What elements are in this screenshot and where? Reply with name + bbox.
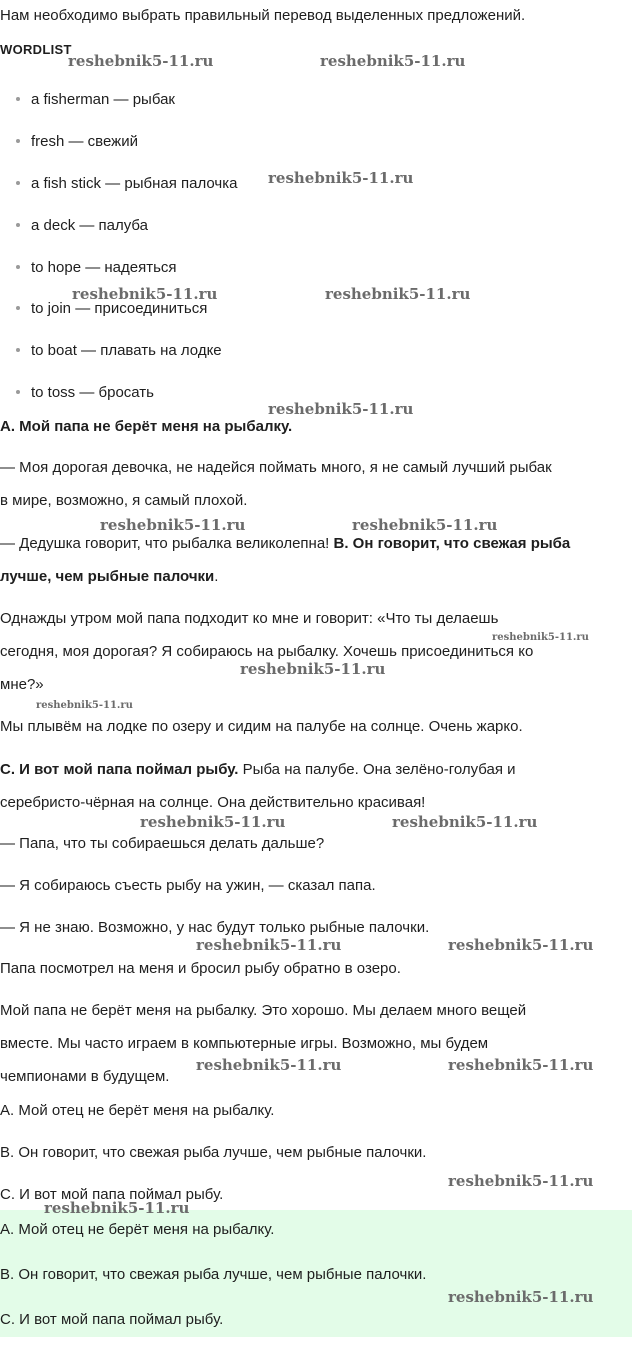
story-line: — Моя дорогая девочка, не надейся поймать много, я не самый лучший рыбак: [0, 459, 552, 476]
story-sentence-a: A. Мой папа не берёт меня на рыбалку.: [0, 418, 293, 435]
watermark: reshebnik5-11.ru: [448, 936, 594, 954]
answer-b: B. Он говорит, что свежая рыба лучше, чем рыбные палочки.: [0, 1266, 427, 1283]
story-line: Папа посмотрел на меня и бросил рыбу обратно в озеро.: [0, 960, 401, 977]
watermark: reshebnik5-11.ru: [240, 660, 386, 678]
wordlist-item: a fisherman — рыбак: [16, 90, 175, 110]
watermark: reshebnik5-11.ru: [196, 1056, 342, 1074]
story-line: мне?»: [0, 676, 44, 693]
bullet-icon: [16, 306, 20, 310]
watermark: reshebnik5-11.ru: [492, 632, 589, 643]
intro-text: Нам необходимо выбрать правильный перевод выделенных предложений.: [0, 7, 526, 24]
watermark: reshebnik5-11.ru: [36, 700, 133, 711]
watermark: reshebnik5-11.ru: [352, 516, 498, 534]
solution-a: A. Мой отец не берёт меня на рыбалку.: [0, 1102, 275, 1119]
bullet-icon: [16, 223, 20, 227]
story-line: лучше, чем рыбные палочки.: [0, 568, 219, 585]
watermark: reshebnik5-11.ru: [448, 1056, 594, 1074]
wordlist-heading: WORDLIST: [0, 42, 72, 57]
story-line: Мы плывём на лодке по озеру и сидим на палубе на солнце. Очень жарко.: [0, 718, 523, 735]
answer-a: A. Мой отец не берёт меня на рыбалку.: [0, 1221, 275, 1238]
solution-b: B. Он говорит, что свежая рыба лучше, чем рыбные палочки.: [0, 1144, 427, 1161]
story-sentence-b: B. Он говорит, что свежая рыба: [333, 535, 571, 552]
wordlist-item: a deck — палуба: [16, 216, 148, 236]
watermark: reshebnik5-11.ru: [68, 52, 214, 70]
bullet-icon: [16, 181, 20, 185]
story-line: сегодня, моя дорогая? Я собираюсь на рыбалку. Хочешь присоединиться ко: [0, 643, 534, 660]
story-line: вместе. Мы часто играем в компьютерные игры. Возможно, мы будем: [0, 1035, 489, 1052]
watermark: reshebnik5-11.ru: [268, 169, 414, 187]
story-line: Однажды утром мой папа подходит ко мне и говорит: «Что ты делаешь: [0, 610, 499, 627]
watermark: reshebnik5-11.ru: [325, 285, 471, 303]
story-line: — Я не знаю. Возможно, у нас будут только рыбные палочки.: [0, 919, 430, 936]
solution-c: C. И вот мой папа поймал рыбу.: [0, 1186, 224, 1203]
wordlist-item: to boat — плавать на лодке: [16, 341, 222, 361]
wordlist-item: a fish stick — рыбная палочка: [16, 174, 237, 194]
bullet-icon: [16, 265, 20, 269]
wordlist-item: to join — присоединиться: [16, 299, 207, 319]
answer-c: C. И вот мой папа поймал рыбу.: [0, 1311, 224, 1328]
story-line: C. И вот мой папа поймал рыбу. Рыба на палубе. Она зелёно-голубая и: [0, 761, 516, 778]
story-line: — Я собираюсь съесть рыбу на ужин, — сказал папа.: [0, 877, 376, 894]
wordlist-item: to toss — бросать: [16, 383, 154, 403]
story-line: — Папа, что ты собираешься делать дальше?: [0, 835, 325, 852]
watermark: reshebnik5-11.ru: [268, 400, 414, 418]
story-line: Мой папа не берёт меня на рыбалку. Это хорошо. Мы делаем много вещей: [0, 1002, 527, 1019]
wordlist-item: fresh — свежий: [16, 132, 138, 152]
watermark: reshebnik5-11.ru: [320, 52, 466, 70]
watermark: reshebnik5-11.ru: [140, 813, 286, 831]
bullet-icon: [16, 97, 20, 101]
story-sentence-c: C. И вот мой папа поймал рыбу.: [0, 761, 239, 778]
story-line: в мире, возможно, я самый плохой.: [0, 492, 248, 509]
bullet-icon: [16, 390, 20, 394]
watermark: reshebnik5-11.ru: [448, 1288, 594, 1306]
bullet-icon: [16, 139, 20, 143]
bullet-icon: [16, 348, 20, 352]
watermark: reshebnik5-11.ru: [44, 1199, 190, 1217]
story-line: — Дедушка говорит, что рыбалка великолепна! B. Он говорит, что свежая рыба: [0, 535, 571, 552]
story-line: чемпионами в будущем.: [0, 1068, 170, 1085]
story-sentence-b-end: лучше, чем рыбные палочки: [0, 568, 215, 585]
story-line: серебристо-чёрная на солнце. Она действительно красивая!: [0, 794, 426, 811]
watermark: reshebnik5-11.ru: [448, 1172, 594, 1190]
watermark: reshebnik5-11.ru: [72, 285, 218, 303]
watermark: reshebnik5-11.ru: [392, 813, 538, 831]
watermark: reshebnik5-11.ru: [100, 516, 246, 534]
wordlist-item: to hope — надеяться: [16, 258, 177, 278]
watermark: reshebnik5-11.ru: [196, 936, 342, 954]
